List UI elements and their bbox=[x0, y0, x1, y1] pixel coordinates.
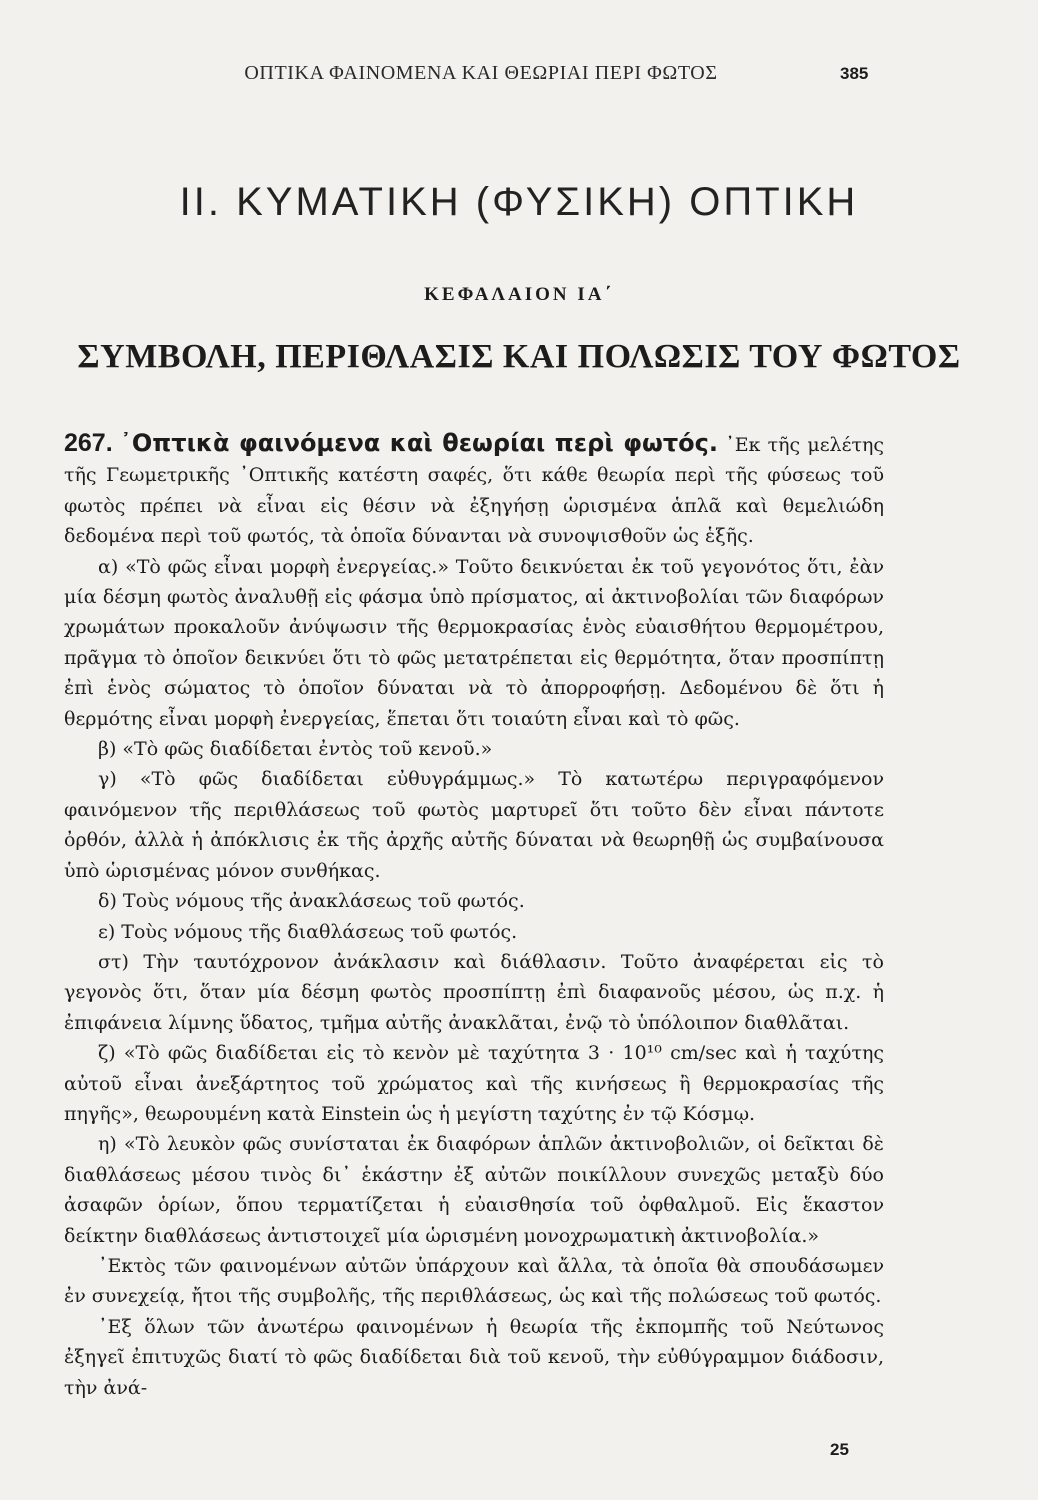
paragraph: ζ) «Τὸ φῶς διαδίδεται εἰς τὸ κενὸν μὲ ταχύτητα 3 · 10¹⁰ cm/sec καὶ ἡ ταχύτης αὐτοῦ εἶναι ἀνεξάρτητος τοῦ χρώματος καὶ τῆς κινήσεως ἢ θερμοκρασίας τῆς πηγῆς», θεωρουμένη κατὰ Einstein ὡς ἡ μεγίστη ταχύτης ἐν τῷ Κόσμῳ. bbox=[64, 1042, 884, 1125]
section-number: 267. bbox=[64, 429, 113, 457]
body-text bbox=[64, 428, 884, 1403]
chapter-title: ΣΥΜΒΟΛΗ, ΠΕΡΙΘΛΑΣΙΣ ΚΑΙ ΠΟΛΩΣΙΣ ΤΟΥ ΦΩΤΟΣ bbox=[77, 338, 961, 375]
chapter-label: ΚΕΦΑΛΑΙΟΝ ΙΑ΄ bbox=[424, 284, 614, 305]
paragraph: ε) Τοὺς νόμους τῆς διαθλάσεως τοῦ φωτός. bbox=[98, 920, 518, 943]
paragraph: ᾿Εκτὸς τῶν φαινομένων αὐτῶν ὑπάρχουν καὶ ἄλλα, τὰ ὁποῖα θὰ σπουδάσωμεν ἐν συνεχείᾳ, ἤτοι τῆς συμβολῆς, τῆς περιθλάσεως, ὡς καὶ τῆς πολώσεως τοῦ φωτός. bbox=[64, 1254, 884, 1308]
section-title: ᾿Οπτικὰ φαινόμενα καὶ θεωρίαι περὶ φωτός. bbox=[119, 429, 718, 457]
section-intro-paragraph bbox=[64, 428, 884, 552]
signature-number: 25 bbox=[830, 1440, 849, 1459]
paragraph: η) «Τὸ λευκὸν φῶς συνίσταται ἐκ διαφόρων ἁπλῶν ἀκτινοβολιῶν, οἱ δεῖκται δὲ διαθλάσεως μέσου τινὸς δι᾿ ἑκάστην ἐξ αὐτῶν ποικίλλουν συνεχῶς μεταξὺ δύο ἀσαφῶν ὁρίων, ὅπου τερματίζεται ἡ εὐαισθησία τοῦ ὀφθαλμοῦ. Εἰς ἕκαστον δείκτην διαθλάσεως ἀντιστοιχεῖ μία ὡρισμένη μονοχρωματικὴ ἀκτινοβολία.» bbox=[64, 1133, 884, 1247]
paragraph: α) «Τὸ φῶς εἶναι μορφὴ ἐνεργείας.» Τοῦτο δεικνύεται ἐκ τοῦ γεγονότος ὅτι, ἐὰν μία δέσμη φωτὸς ἀναλυθῇ εἰς φάσμα ὑπὸ πρίσματος, αἱ ἀκτινοβολίαι τῶν διαφόρων χρωμάτων προκαλοῦν ἀνύψωσιν τῆς θερμοκρασίας ἑνὸς εὐαισθήτου θερμομέτρου, πρᾶγμα τὸ ὁποῖον δεικνύει ὅτι τὸ φῶς μετατρέπεται εἰς θερμότητα, ὅταν προσπίπτῃ ἐπὶ ἑνὸς σώματος τὸ ὁποῖον δύναται νὰ τὸ ἀπορροφήσῃ. Δεδομένου δὲ ὅτι ἡ θερμότης εἶναι μορφὴ ἐνεργείας, ἕπεται ὅτι τοιαύτη εἶναι καὶ τὸ φῶς. bbox=[64, 555, 884, 730]
paragraph: γ) «Τὸ φῶς διαδίδεται εὐθυγράμμως.» Τὸ κατωτέρω περιγραφόμενον φαινόμενον τῆς περιθλάσεως τοῦ φωτὸς μαρτυρεῖ ὅτι τοῦτο δὲν εἶναι πάντοτε ὀρθόν, ἀλλὰ ἡ ἀπόκλισις ἐκ τῆς ἀρχῆς αὐτῆς δύναται νὰ θεωρηθῇ ὡς συμβαίνουσα ὑπὸ ὡρισμένας μόνον συνθήκας. bbox=[64, 768, 884, 882]
paragraph: στ) Τὴν ταυτόχρονον ἀνάκλασιν καὶ διάθλασιν. Τοῦτο ἀναφέρεται εἰς τὸ γεγονὸς ὅτι, ὅταν μία δέσμη φωτὸς προσπίπτῃ ἐπὶ διαφανοῦς μέσου, ὡς π.χ. ἡ ἐπιφάνεια λίμνης ὕδατος, τμῆμα αὐτῆς ἀνακλᾶται, ἐνῷ τὸ ὑπόλοιπον διαθλᾶται. bbox=[64, 950, 884, 1034]
page-number: 385 bbox=[840, 64, 869, 83]
running-head: ΟΠΤΙΚΑ ΦΑΙΝΟΜΕΝΑ ΚΑΙ ΘΕΩΡΙΑΙ ΠΕΡΙ ΦΩΤΟΣ bbox=[244, 62, 718, 84]
paragraph: δ) Τοὺς νόμους τῆς ἀνακλάσεως τοῦ φωτός. bbox=[98, 890, 525, 913]
paragraph: β) «Τὸ φῶς διαδίδεται ἐντὸς τοῦ κενοῦ.» bbox=[98, 738, 493, 761]
paragraph: ᾿Εξ ὅλων τῶν ἀνωτέρω φαινομένων ἡ θεωρία τῆς ἐκπομπῆς τοῦ Νεύτωνος ἐξηγεῖ ἐπιτυχῶς διατί τὸ φῶς διαδίδεται διὰ τοῦ κενοῦ, τὴν εὐθύγραμμον διάδοσιν, τὴν ἀνά- bbox=[64, 1315, 884, 1399]
section-intro-text: ᾿Εκ τῆς μελέτης τῆς Γεωμετρικῆς ᾿Οπτικῆς κατέστη σαφές, ὅτι κάθε θεωρία περὶ τῆς φύσεως τοῦ φωτὸς πρέπει νὰ εἶναι εἰς θέσιν νὰ ἐξηγήσῃ ὡρισμένα ἁπλᾶ καὶ θεμελιώδη δεδομένα περὶ τοῦ φωτός, τὰ ὁποῖα δύνανται νὰ συνοψισθοῦν ὡς ἑξῆς. bbox=[64, 434, 884, 548]
part-title: ΙΙ. ΚΥΜΑΤΙΚΗ (ΦΥΣΙΚΗ) ΟΠΤΙΚΗ bbox=[179, 180, 859, 224]
